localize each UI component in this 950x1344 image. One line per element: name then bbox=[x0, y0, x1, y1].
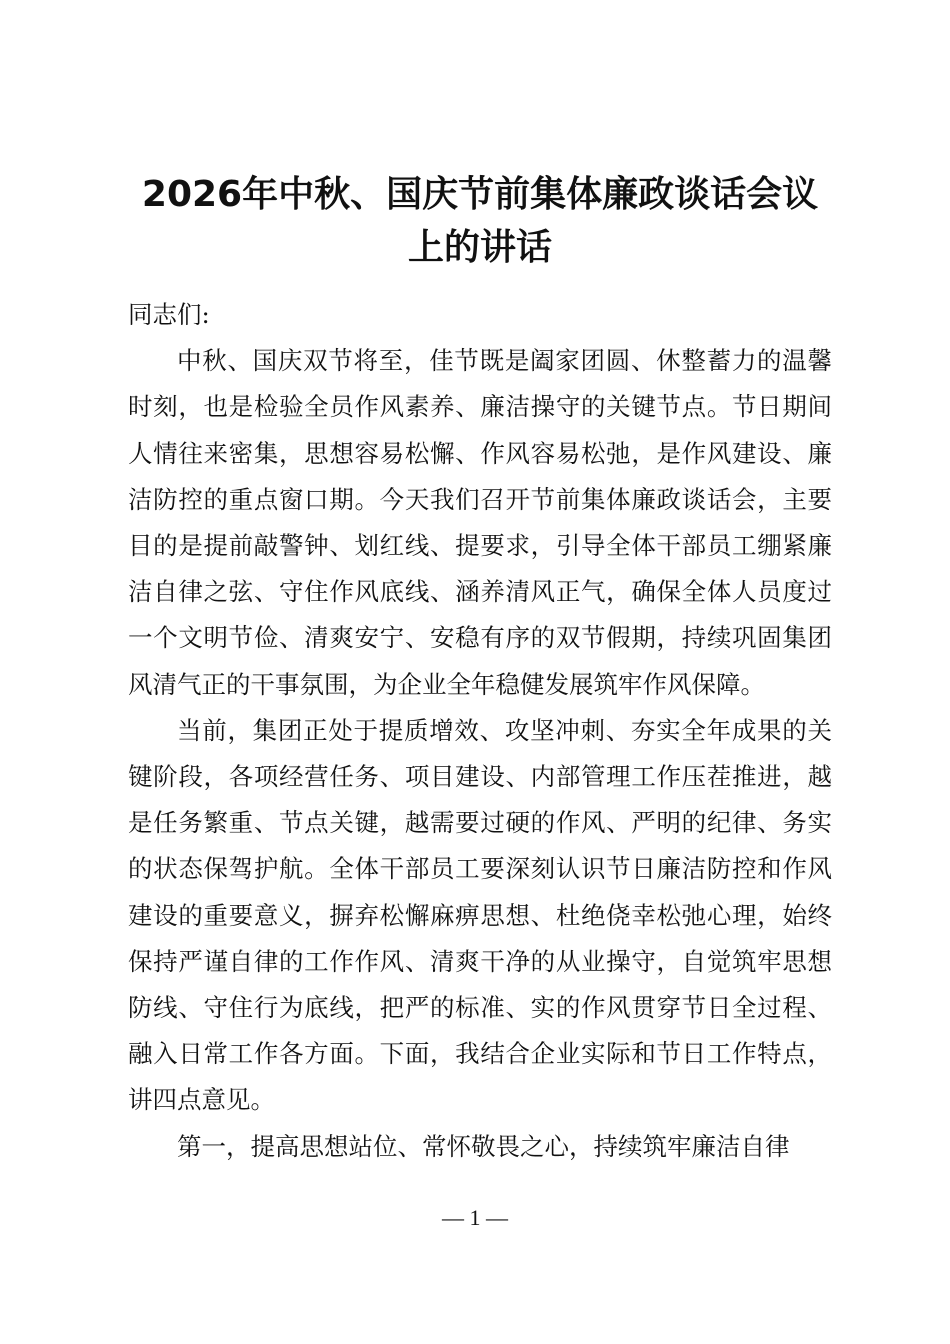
document-title bbox=[110, 168, 850, 274]
salutation: 同志们: bbox=[128, 300, 210, 329]
paragraph-3: 第一，提高思想站位、常怀敬畏之心，持续筑牢廉洁自律 bbox=[177, 1131, 790, 1161]
paragraph-1: 中秋、国庆双节将至，佳节既是阖家团圆、休整蓄力的温馨时刻，也是检验全员作风素养、廉洁操守的关键节点。节日期间人情往来密集，思想容易松懈、作风容易松弛，是作风建设、廉洁防控的重点窗口期。今天我们召开节前集体廉政谈话会，主要目的是提前敲警钟、划红线、提要求，引导全体干部员工绷紧廉洁自律之弦、守住作风底线、涵养清风正气，确保全体人员度过一个文明节俭、清爽安宁、安稳有序的双节假期，持续巩固集团风清气正的干事氛围，为企业全年稳健发展筑牢作风保障。 bbox=[128, 346, 832, 699]
title-line-2: 上的讲话 bbox=[407, 227, 552, 268]
page-number: — 1 — bbox=[442, 1205, 508, 1230]
title-line-1: 2026年中秋、国庆节前集体廉政谈话会议 bbox=[141, 174, 819, 215]
document-body bbox=[128, 292, 832, 1170]
paragraph-2: 当前，集团正处于提质增效、攻坚冲刺、夯实全年成果的关键阶段，各项经营任务、项目建设、内部管理工作压茬推进，越是任务繁重、节点关键，越需要过硬的作风、严明的纪律、务实的状态保驾护航。全体干部员工要深刻认识节日廉洁防控和作风建设的重要意义，摒弃松懈麻痹思想、杜绝侥幸松弛心理，始终保持严谨自律的工作作风、清爽干净的从业操守，自觉筑牢思想防线、守住行为底线，把严的标准、实的作风贯穿节日全过程、融入日常工作各方面。下面，我结合企业实际和节日工作特点，讲四点意见。 bbox=[128, 715, 832, 1115]
